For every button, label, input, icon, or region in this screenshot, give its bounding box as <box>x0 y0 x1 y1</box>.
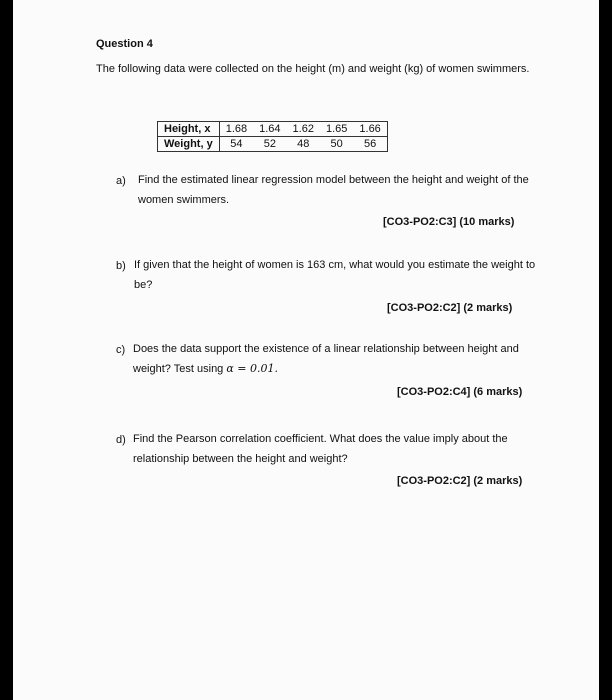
part-a-text: Find the estimated linear regression model between the height and weight of the women swimmers. <box>138 174 529 206</box>
height-cell: 1.68 <box>219 122 253 137</box>
weight-row <box>158 137 388 152</box>
height-row <box>158 122 388 137</box>
weight-row-label: Weight, y <box>158 137 220 152</box>
part-c-text-main: Does the data support the existence of a linear relationship between height and weight? Test using <box>133 343 519 375</box>
part-c-label: c) <box>116 344 126 356</box>
part-b-text: If given that the height of women is 163 cm, what would you estimate the weight to be? <box>134 259 536 291</box>
part-c-marks: [CO3-PO2:C4] (6 marks) <box>397 386 523 398</box>
part-a-marks: [CO3-PO2:C3] (10 marks) <box>383 216 515 228</box>
height-cell: 1.64 <box>253 122 286 137</box>
height-cell: 1.66 <box>353 122 387 137</box>
part-d-text: Find the Pearson correlation coefficient. What does the value imply about the relationship between the height and weight? <box>133 433 508 465</box>
alpha-formula: α = 0.01. <box>226 362 278 375</box>
question-title: Question 4 <box>96 38 153 50</box>
weight-cell: 56 <box>353 137 387 152</box>
part-b-label: b) <box>116 260 126 272</box>
weight-cell: 52 <box>253 137 286 152</box>
weight-cell: 50 <box>320 137 353 152</box>
part-c-text <box>133 339 548 379</box>
height-row-label: Height, x <box>158 122 220 137</box>
part-a-label: a) <box>116 175 126 187</box>
data-table <box>157 121 388 152</box>
weight-cell: 48 <box>287 137 320 152</box>
question-intro: The following data were collected on the height (m) and weight (kg) of women swimmers. <box>96 63 530 75</box>
part-b-marks: [CO3-PO2:C2] (2 marks) <box>387 302 513 314</box>
part-d-label: d) <box>116 434 126 446</box>
weight-cell: 54 <box>219 137 253 152</box>
height-cell: 1.62 <box>287 122 320 137</box>
part-d-marks: [CO3-PO2:C2] (2 marks) <box>397 475 523 487</box>
document-page <box>13 0 599 700</box>
height-cell: 1.65 <box>320 122 353 137</box>
